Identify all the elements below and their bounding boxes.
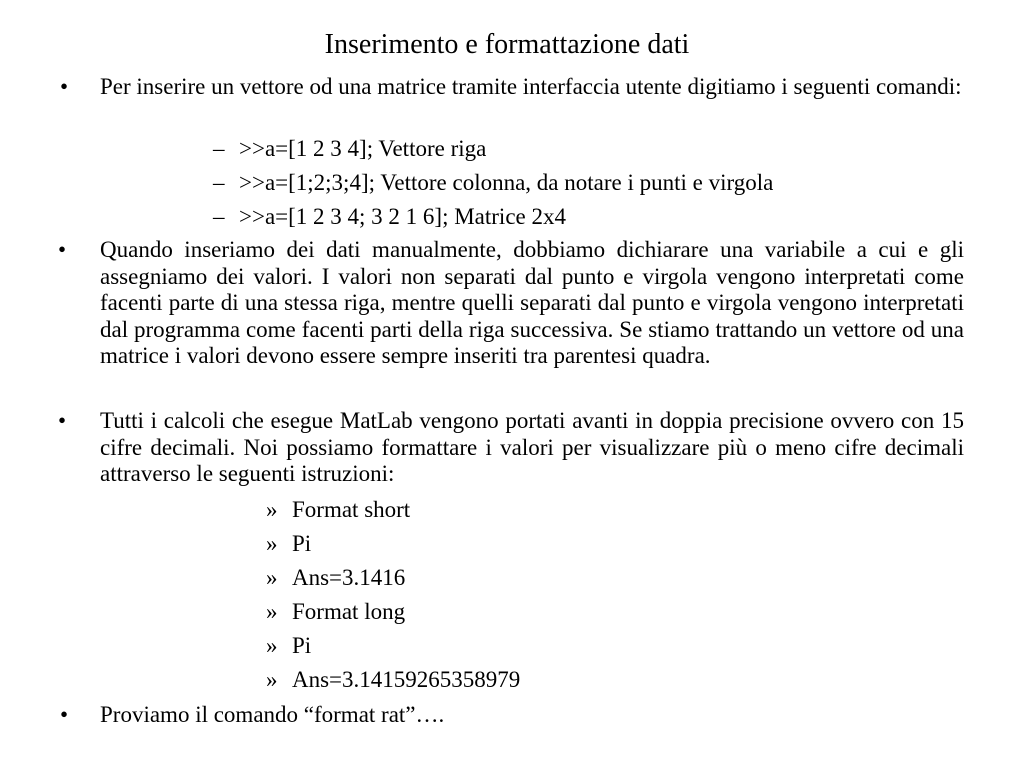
bullet-text: Tutti i calcoli che esegue MatLab vengono portati avanti in doppia precisione ovvero con 15 cifre decimali. Noi possiamo formattare i valori per visualizzare più o meno cifre decimali attraverso le seguenti istruzioni: — [100, 408, 964, 486]
sub-item-text: Format short — [292, 497, 411, 522]
sub-item — [266, 599, 405, 625]
sub-item-text: Ans=3.14159265358979 — [292, 667, 521, 692]
sub-item-text: >>a=[1 2 3 4]; Vettore riga — [239, 136, 487, 161]
slide-title: Inserimento e formattazione dati — [324, 29, 690, 60]
bullet-text: Proviamo il comando “format rat”…. — [100, 702, 445, 727]
sub-item-marker: – — [213, 170, 225, 195]
sub-item-marker: – — [213, 204, 225, 229]
sub-item-marker: » — [266, 531, 278, 556]
sub-item — [266, 531, 311, 557]
bullet-text: Per inserire un vettore od una matrice tramite interfaccia utente digitiamo i seguenti comandi: — [100, 74, 962, 99]
sub-item-marker: » — [266, 667, 278, 692]
sub-item — [266, 633, 311, 659]
sub-item-marker: » — [266, 599, 278, 624]
sub-item-text: Ans=3.1416 — [292, 565, 406, 590]
sub-item — [266, 667, 520, 693]
sub-item-text: Format long — [292, 599, 406, 624]
sub-item — [213, 136, 486, 162]
sub-item — [213, 170, 773, 196]
sub-item-marker: » — [266, 497, 278, 522]
bullet-marker: • — [59, 74, 69, 99]
sub-item — [266, 565, 405, 591]
bullet-item — [59, 702, 964, 729]
sub-item-text: >>a=[1 2 3 4; 3 2 1 6]; Matrice 2x4 — [239, 204, 566, 229]
sub-item-marker: » — [266, 633, 278, 658]
bullet-marker: • — [58, 408, 67, 433]
bullet-text: Quando inseriamo dei dati manualmente, dobbiamo dichiarare una variabile a cui e gli assegniamo dei valori. I valori non separati dal punto e virgola vengono interpretati come facenti parte di una stessa riga, mentre quelli separati dal punto e virgola vengono interpretati dal programma come facenti parti della riga successiva. Se stiamo trattando un vettore od una matrice i valori devono essere sempre inseriti tra parentesi quadra. — [100, 237, 964, 368]
sub-item-text: Pi — [292, 531, 312, 556]
bullet-marker: • — [59, 702, 69, 727]
bullet-item — [58, 237, 964, 370]
bullet-item — [59, 74, 964, 101]
bullet-marker: • — [58, 237, 67, 262]
sub-item-text: Pi — [292, 633, 312, 658]
bullet-item — [58, 408, 964, 488]
sub-item-marker: » — [266, 565, 278, 590]
sub-item — [266, 497, 410, 523]
sub-item-text: >>a=[1;2;3;4]; Vettore colonna, da notare i punti e virgola — [239, 170, 774, 195]
sub-item — [213, 204, 566, 230]
sub-item-marker: – — [213, 136, 225, 161]
